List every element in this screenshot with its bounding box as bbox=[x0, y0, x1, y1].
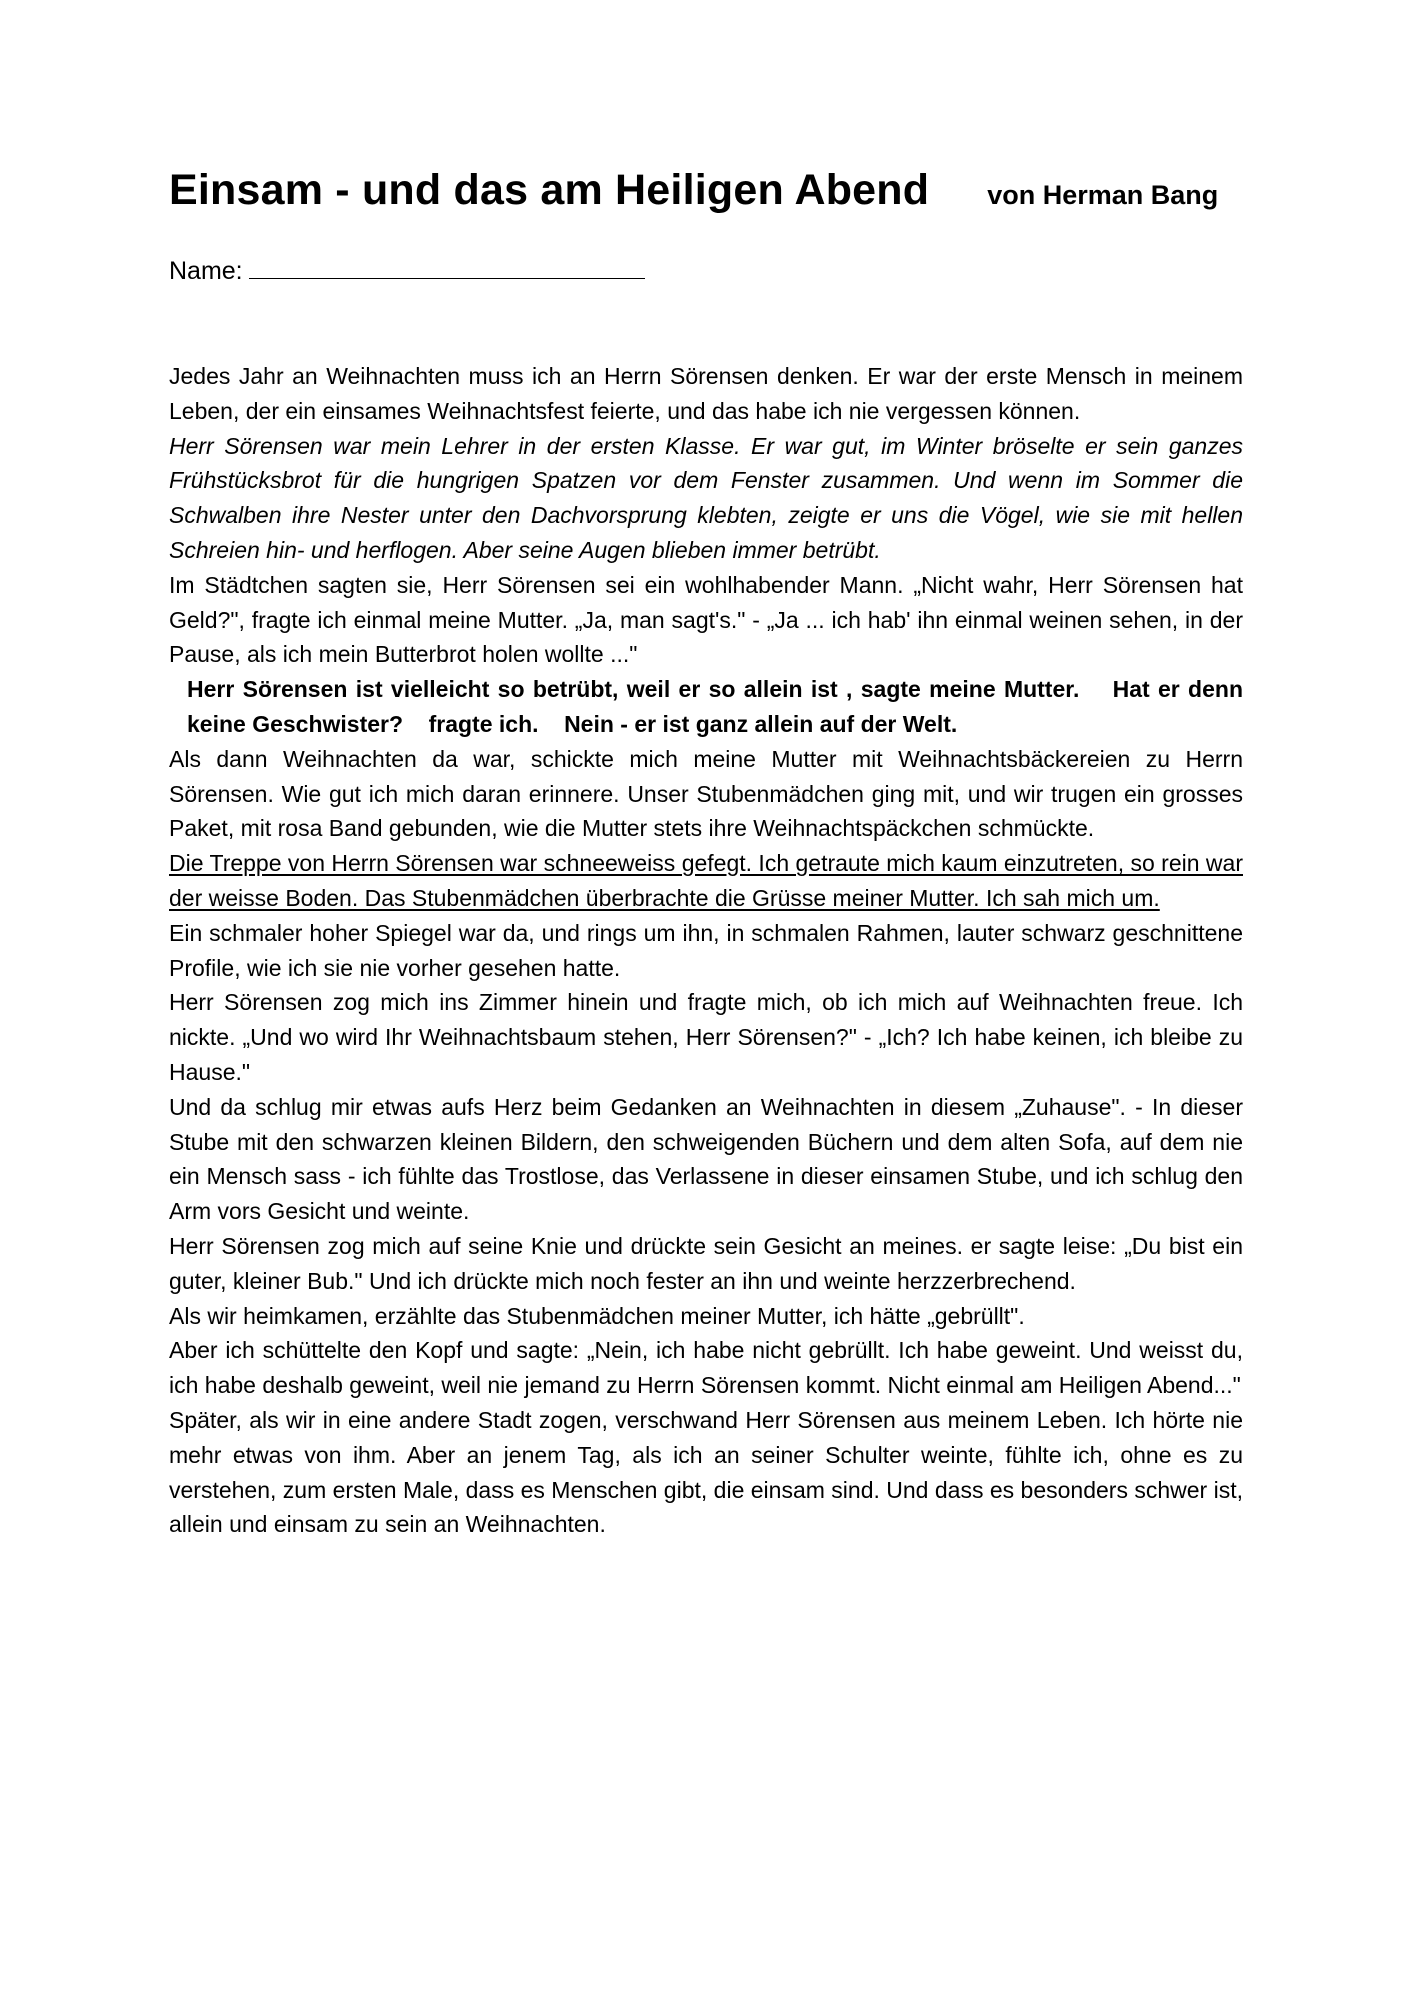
author-line: von Herman Bang bbox=[987, 180, 1219, 210]
paragraph-12: Aber ich schüttelte den Kopf und sagte: „Nein, ich habe nicht gebrüllt. Ich habe geweint. Und weisst du, ich habe deshalb geweint, weil nie jemand zu Herrn Sörensen kommt. Nicht einmal am Heiligen Abend..." bbox=[169, 1337, 1243, 1399]
paragraph-6: Die Treppe von Herrn Sörensen war schneeweiss gefegt. Ich getraute mich kaum einzutreten, so rein war der weisse Boden. Das Stubenmädchen überbrachte die Grüsse meiner Mutter. Ich sah mich um. bbox=[169, 850, 1243, 911]
paragraph-2: Herr Sörensen war mein Lehrer in der ersten Klasse. Er war gut, im Winter bröselte er sein ganzes Frühstücksbrot für die hungrigen Spatzen vor dem Fenster zusammen. Und wenn im Sommer die Schwalben ihre Nester unter den Dachvorsprung klebten, zeigte er uns die Vögel, wie sie mit hellen Schreien hin- und herflogen. Aber seine Augen blieben immer betrübt. bbox=[169, 432, 1243, 563]
paragraph-1: Jedes Jahr an Weihnachten muss ich an Herrn Sörensen denken. Er war der erste Mensch in meinem Leben, der ein einsames Weihnachtsfest feierte, und das habe ich nie vergessen können. bbox=[169, 363, 1243, 424]
paragraph-7: Ein schmaler hoher Spiegel war da, und rings um ihn, in schmalen Rahmen, lauter schwarz geschnittene Profile, wie ich sie nie vorher gesehen hatte. bbox=[169, 919, 1243, 981]
name-label: Name: bbox=[169, 257, 243, 285]
name-blank-line[interactable] bbox=[249, 254, 645, 279]
paragraph-10: Herr Sörensen zog mich auf seine Knie und drückte sein Gesicht an meines. er sagte leise: „Du bist ein guter, kleiner Bub." Und ich drückte mich noch fester an ihn und weinte herzzerbrechend. bbox=[169, 1232, 1243, 1294]
paragraph-13: Später, als wir in eine andere Stadt zogen, verschwand Herr Sörensen aus meinem Leben. Ich hörte nie mehr etwas von ihm. Aber an jenem Tag, als ich an seiner Schulter weinte, fühlte ich, ohne es zu verstehen, zum ersten Male, dass es Menschen gibt, die einsam sind. Und dass es besonders schwer ist, allein und einsam zu sein an Weihnachten. bbox=[169, 1406, 1243, 1538]
paragraph-5: Als dann Weihnachten da war, schickte mich meine Mutter mit Weihnachtsbäckereien zu Herrn Sörensen. Wie gut ich mich daran erinnere. Unser Stubenmädchen ging mit, und wir trugen ein grosses Paket, mit rosa Band gebunden, wie die Mutter stets ihre Weihnachtspäckchen schmückte. bbox=[169, 745, 1243, 842]
paragraph-4: Herr Sörensen ist vielleicht so betrübt, weil er so allein ist , sagte meine Mutter. Hat er denn keine Geschwister? fragte ich. Nein - er ist ganz allein auf der Welt. bbox=[187, 676, 1250, 737]
story-body bbox=[169, 359, 1250, 1542]
paragraph-9: Und da schlug mir etwas aufs Herz beim Gedanken an Weihnachten in diesem „Zuhause". - In dieser Stube mit den schwarzen kleinen Bildern, den schweigenden Büchern und dem alten Sofa, auf dem nie ein Mensch sass - ich fühlte das Trostlose, das Verlassene in dieser einsamen Stube, und ich schlug den Arm vors Gesicht und weinte. bbox=[169, 1093, 1243, 1225]
paragraph-3: Im Städtchen sagten sie, Herr Sörensen sei ein wohlhabender Mann. „Nicht wahr, Herr Sörensen hat Geld?", fragte ich einmal meine Mutter. „Ja, man sagt's." - „Ja ... ich hab' ihn einmal weinen sehen, in der Pause, als ich mein Butterbrot holen wollte ..." bbox=[169, 571, 1243, 668]
paragraph-8: Herr Sörensen zog mich ins Zimmer hinein und fragte mich, ob ich mich auf Weihnachten freue. Ich nickte. „Und wo wird Ihr Weihnachtsbaum stehen, Herr Sörensen?" - „Ich? Ich habe keinen, ich bleibe zu Hause." bbox=[169, 989, 1243, 1085]
title-row bbox=[169, 166, 1249, 215]
name-field bbox=[169, 254, 645, 286]
paragraph-11: Als wir heimkamen, erzählte das Stubenmädchen meiner Mutter, ich hätte „gebrüllt". bbox=[169, 1302, 1025, 1329]
page-title: Einsam - und das am Heiligen Abend bbox=[169, 166, 930, 214]
